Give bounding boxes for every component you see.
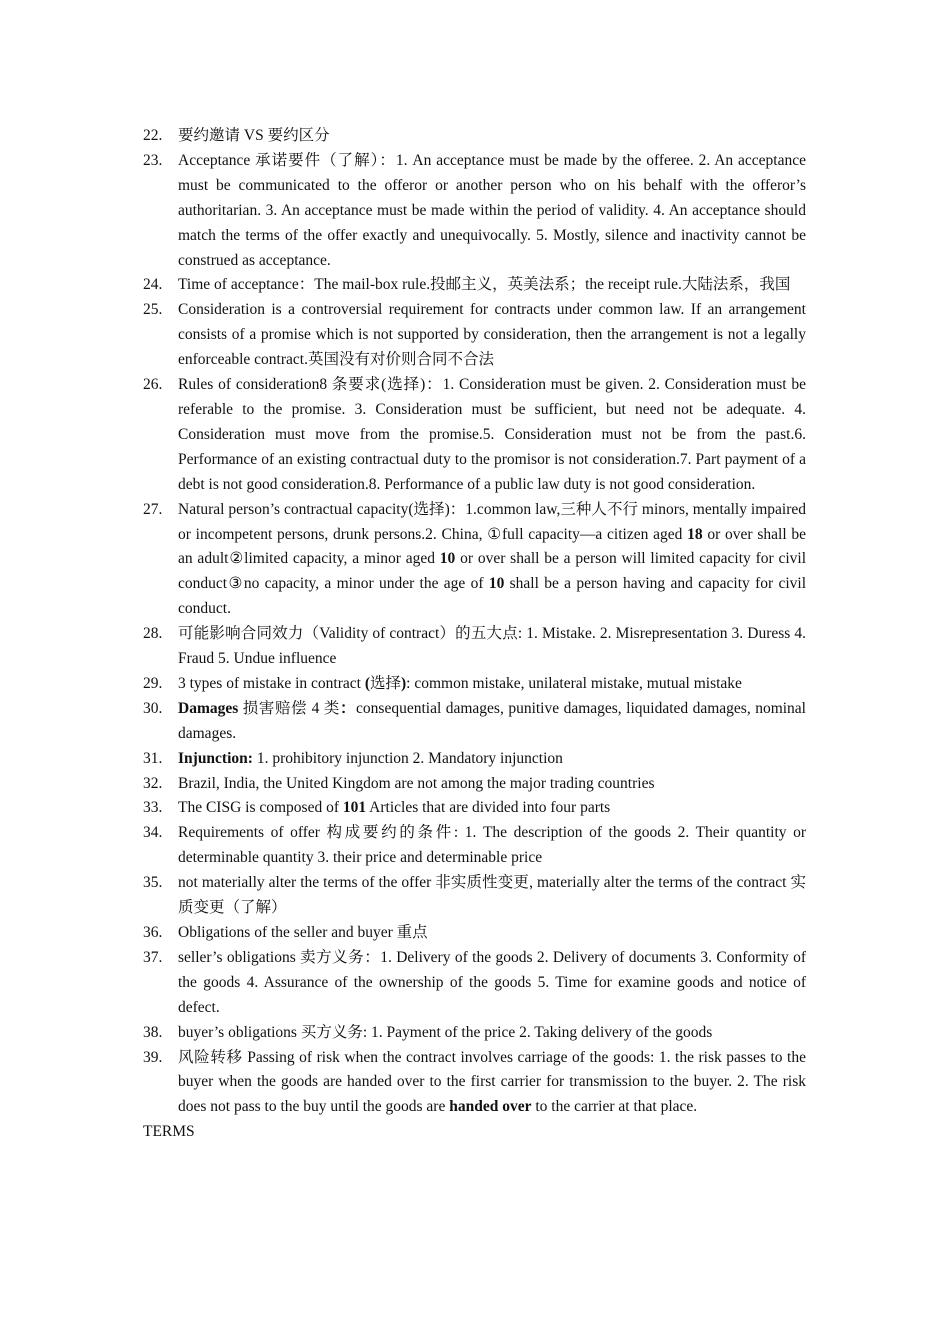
terms-heading: TERMS [143,1123,195,1140]
item-text: 3 types of mistake in contract [178,674,365,692]
item-text: 风险转移 Passing of risk when the contract involves carriage of the goods: 1. the risk passes to the buyer when the goods are handed over to the first carrier for transmission to the buyer. 2. The risk does not pass to the buy until the goods are [178,1048,806,1116]
list-item [143,124,806,149]
item-number: 36. [143,924,163,941]
item-text: Obligations of the seller and buyer 重点 [178,924,428,941]
item-number: 27. [143,500,163,518]
item-text: Time of acceptance：The mail-box rule.投邮主义，英美法系；the receipt rule.大陆法系，我国 [178,276,791,294]
item-number: 34. [143,824,163,842]
list-item [143,373,806,498]
list-item [143,273,806,298]
list-item [143,1046,806,1121]
list-item [143,796,806,821]
item-text: seller’s obligations 卖方义务：1. Delivery of the goods 2. Delivery of documents 3. Conformity of the goods 4. Assurance of the ownership of the goods 5. Time for examine goods and notice of defect. [178,948,806,1016]
item-text: Consideration is a controversial requirement for contracts under common law. If an arrangement consists of a promise which is not supported by consideration, then the arrangement is not a legally enforceable contract.英国没有对价则合同不合法 [178,301,806,369]
item-text: 选择 [369,674,401,692]
bold-text: handed over [449,1098,532,1116]
item-text: shall be a person having and capacity for civil conduct. [178,575,807,618]
item-number: 39. [143,1048,163,1066]
item-text: or over shall be an adult②limited capacity, a minor aged [178,525,807,568]
list-item [143,622,806,672]
list-item [143,498,806,623]
item-text: Rules of consideration8 条要求(选择)：1. Consideration must be given. 2. Consideration must be referable to the promise. 3. Consideration must be sufficient, but need not be adequate. 4. Consideration must move from the promise.5. Consideration must not be from the past.6. Performance of an existing contractual duty to the promisor is not consideration.7. Part payment of a debt is not good consideration.8. Performance of a public law duty is not good consideration. [178,376,806,493]
item-number: 26. [143,376,163,394]
item-text: : common mistake, unilateral mistake, mutual mistake [406,674,742,692]
item-text: Requirements of offer 构成要约的条件: 1. The description of the goods 2. Their quantity or determinable quantity 3. their price and determinable price [178,824,806,867]
item-text: 要约邀请 VS 要约区分 [178,127,330,144]
list-item [143,747,806,772]
list-item [143,821,806,871]
item-number: 38. [143,1023,163,1041]
item-number: 33. [143,799,163,817]
item-text: 1. prohibitory injunction 2. Mandatory injunction [252,749,563,767]
list-item [143,298,806,373]
item-number: 24. [143,276,163,294]
item-text: Acceptance 承诺要件（了解）：1. An acceptance must be made by the offeree. 2. An acceptance must be communicated to the offeror or another person who on his behalf with the offeror’s authoritarian. 3. An acceptance must be made within the period of validity. 4. An acceptance should match the terms of the offer exactly and unequivocally. 5. Mostly, silence and inactivity cannot be construed as acceptance. [178,151,806,269]
item-text: 损害赔偿 4 类 [238,699,340,717]
bold-text: ： [339,699,357,717]
list-item [143,672,806,697]
list-item [143,871,806,921]
item-text: not materially alter the terms of the offer 非实质性变更, materially alter the terms of the contract 实质变更（了解） [178,874,806,917]
bold-text: ( [364,674,370,692]
item-text: or over shall be a person will limited capacity for civil conduct③no capacity, a minor under the age of [178,550,806,593]
numbered-notes-list [143,124,806,1120]
item-number: 37. [143,948,163,966]
list-item [143,921,806,946]
item-number: 31. [143,749,163,767]
item-number: 30. [143,699,163,717]
bold-text: 10 [488,575,505,593]
item-text: Natural person’s contractual capacity(选择)：1.common law,三种人不行 minors, mentally impaired or incompetent persons, drunk persons.2. China, ①full capacity—a citizen aged [178,500,806,543]
list-item [143,149,806,274]
bold-text: 18 [687,525,703,543]
bold-text: Damages [178,699,239,717]
item-number: 22. [143,127,163,144]
bold-text: Injunction: [178,749,253,767]
item-text: Articles that are divided into four parts [366,799,611,817]
item-number: 23. [143,151,163,169]
item-number: 25. [143,301,163,319]
list-item [143,1021,806,1046]
bold-text: ) [401,674,407,692]
item-text: 可能影响合同效力（Validity of contract）的五大点: 1. Mistake. 2. Misrepresentation 3. Duress 4. Fraud 5. Undue influence [178,625,806,668]
item-text: The CISG is composed of [178,799,343,817]
item-number: 28. [143,625,163,643]
list-item [143,946,806,1021]
item-number: 29. [143,674,163,692]
item-number: 35. [143,874,163,892]
item-text: Brazil, India, the United Kingdom are not among the major trading countries [178,774,655,792]
item-text: consequential damages, punitive damages, liquidated damages, nominal damages. [178,699,806,742]
bold-text: 101 [342,799,367,817]
list-item [143,697,806,747]
terms-heading-wrap [143,1120,806,1145]
list-item [143,772,806,797]
bold-text: 10 [439,550,456,568]
item-number: 32. [143,774,163,792]
item-text: to the carrier at that place. [531,1098,698,1116]
item-text: buyer’s obligations 买方义务: 1. Payment of the price 2. Taking delivery of the goods [178,1023,713,1041]
